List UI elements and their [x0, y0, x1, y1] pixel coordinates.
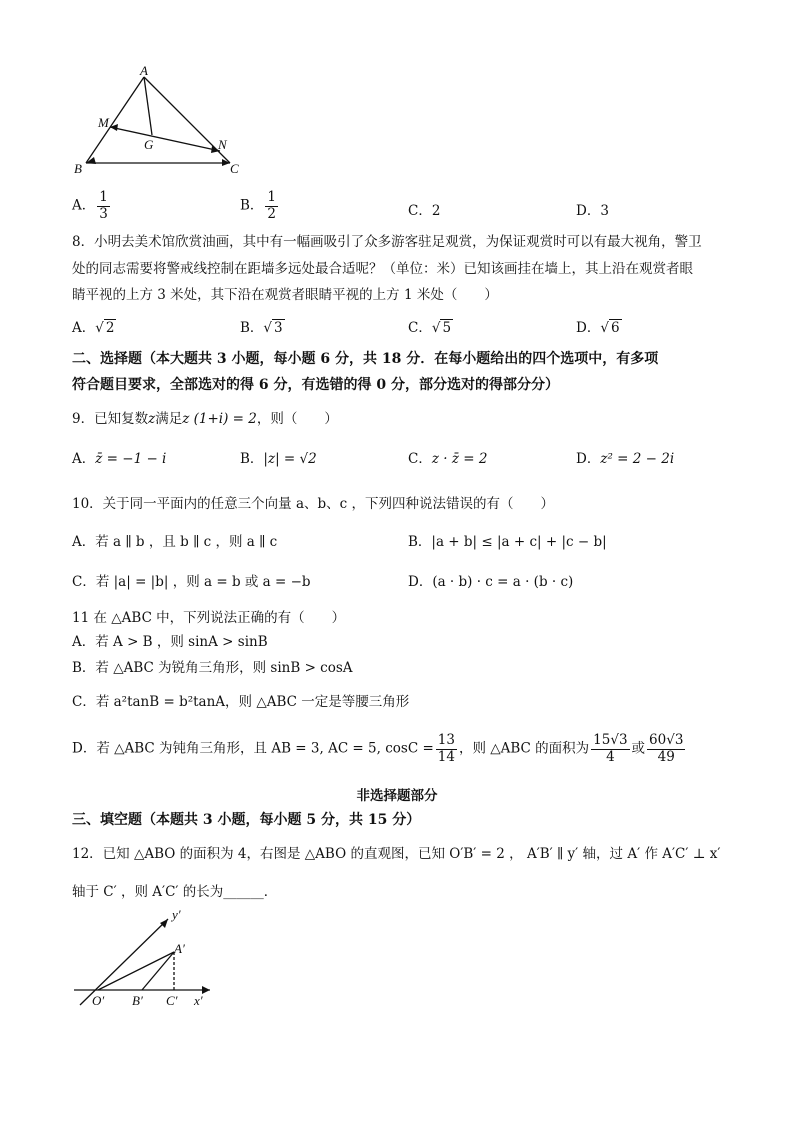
- q8-option-d[interactable]: [576, 316, 622, 336]
- q7-option-d[interactable]: [576, 199, 609, 219]
- radicand: 5: [442, 320, 452, 336]
- sqrt: √ 6: [600, 320, 620, 336]
- fraction: [647, 733, 685, 765]
- option-letter: B．: [240, 451, 264, 467]
- q9-option-c[interactable]: [408, 447, 487, 467]
- q9-option-b[interactable]: [240, 447, 317, 467]
- denominator: 3: [99, 205, 108, 222]
- numerator: 60√3: [649, 732, 684, 748]
- q10-option-d[interactable]: [408, 570, 573, 590]
- q8-option-c[interactable]: [408, 316, 453, 336]
- q8-line2: 处的同志需要将警戒线控制在距墙多远处最合适呢？（单位：米）已知该画挂在墙上，其上沿在观赏者眼: [72, 261, 693, 277]
- q9-stem-a: 9．已知复数: [72, 411, 149, 427]
- q9-equation: z (1+i) = 2: [182, 411, 257, 427]
- q9-stem-c: ，则（ ）: [256, 411, 338, 427]
- option-letter: D．: [408, 574, 433, 590]
- denominator: 14: [437, 748, 455, 765]
- option-letter: D．: [576, 451, 601, 467]
- option-letter: A．: [72, 534, 96, 550]
- q8-line1: 8．小明去美术馆欣赏油画，其中有一幅画吸引了众多游客驻足观赏，为保证观赏时可以有最大视角，警卫: [72, 234, 702, 250]
- option-letter: A．: [72, 197, 96, 214]
- option-letter: D．: [576, 320, 601, 336]
- option-text: 若 |a| = |b| ，则 a = b 或 a = −b: [95, 574, 311, 590]
- option-letter: D．: [576, 203, 601, 219]
- option-text: (a · b) · c = a · (b · c): [432, 574, 574, 590]
- option-text: 3: [600, 203, 609, 219]
- option-letter: A．: [72, 451, 96, 467]
- section2-line2: 符合题目要求，全部选对的得 6 分，有选错的得 0 分，部分选对的得部分分）: [72, 377, 559, 393]
- option-text: z · z̄ = 2: [431, 451, 488, 467]
- fraction: [97, 190, 110, 222]
- fraction: [265, 190, 278, 222]
- q11-d-part1: D．若 △ABC 为钝角三角形，且 AB = 3, AC = 5, cosC =: [72, 740, 434, 757]
- q11-d-part2: ，则 △ABC 的面积为: [458, 740, 590, 757]
- label-O-prime: O′: [92, 993, 105, 1008]
- denominator: 4: [606, 748, 615, 765]
- denominator: 49: [657, 748, 675, 765]
- option-letter: C．: [72, 574, 96, 590]
- numerator: 1: [99, 189, 108, 205]
- q11-option-c[interactable]: C．若 a²tanB = b²tanA，则 △ABC 一定是等腰三角形: [72, 694, 410, 710]
- part-title: 非选择题部分: [356, 788, 438, 804]
- q11-option-b[interactable]: B．若 △ABC 为锐角三角形，则 sinB > cosA: [72, 660, 353, 676]
- label-B-prime: B′: [132, 993, 143, 1008]
- label-M: M: [98, 115, 109, 130]
- option-text: z̄ = −1 − i: [95, 451, 167, 467]
- q11-option-d[interactable]: [72, 733, 687, 765]
- label-C: C: [230, 161, 239, 176]
- option-letter: B．: [408, 534, 432, 550]
- q9-stem: [72, 407, 338, 427]
- section3-heading: 三、填空题（本题共 3 小题，每小题 5 分，共 15 分）: [72, 812, 421, 828]
- label-B: B: [74, 161, 82, 176]
- q8-option-b[interactable]: [240, 316, 285, 336]
- q10-option-a[interactable]: [72, 530, 277, 550]
- radicand: 3: [274, 320, 283, 336]
- q9-option-a[interactable]: [72, 447, 166, 467]
- q10-stem: 10．关于同一平面内的任意三个向量 a、b、c ，下列四种说法错误的有（ ）: [72, 496, 555, 512]
- option-letter: C．: [408, 451, 432, 467]
- label-A: A: [140, 65, 148, 78]
- q11-option-a[interactable]: A．若 A > B ，则 sinA > sinB: [72, 634, 268, 650]
- label-C-prime: C′: [166, 993, 178, 1008]
- q7-option-c[interactable]: [408, 199, 440, 219]
- label-N: N: [218, 137, 227, 152]
- q11-stem: 11 在 △ABC 中，下列说法正确的有（ ）: [72, 610, 346, 626]
- q12-line1: 12．已知 △ABO 的面积为 4，右图是 △ABO 的直观图，已知 O′B′ = 2 ， A′B′ ∥ y′ 轴，过 A′ 作 A′C′ ⊥ x′: [72, 846, 721, 862]
- q11-d-or: 或: [631, 740, 646, 757]
- label-x-prime: x′: [194, 993, 203, 1008]
- denominator: 2: [267, 205, 277, 222]
- label-y-prime: y′: [172, 907, 181, 922]
- q7-option-a[interactable]: [72, 190, 112, 222]
- option-text: 2: [431, 203, 441, 219]
- q9-stem-b: 满足: [155, 411, 183, 427]
- sqrt: √ 5: [431, 320, 452, 336]
- fraction: [591, 733, 629, 765]
- q10-option-b[interactable]: [408, 530, 607, 550]
- q9-var: z: [148, 411, 156, 427]
- label-G: G: [144, 137, 154, 152]
- option-letter: A．: [72, 320, 96, 336]
- option-letter: B．: [240, 197, 264, 214]
- radicand: 6: [610, 320, 620, 336]
- section2-line1: 二、选择题（本大题共 3 小题，每小题 6 分，共 18 分．在每小题给出的四个选项中，有多项: [72, 351, 659, 367]
- radicand: 2: [105, 320, 115, 336]
- option-letter: C．: [408, 203, 432, 219]
- q9-option-d[interactable]: [576, 447, 674, 467]
- q10-option-c[interactable]: [72, 570, 311, 590]
- triangle-figure: [70, 65, 260, 180]
- sqrt: √ 3: [263, 320, 283, 336]
- option-text: 若 a ∥ b ，且 b ∥ c ，则 a ∥ c: [95, 534, 278, 550]
- label-A-prime: A′: [174, 941, 185, 956]
- oblique-view-figure: [70, 905, 220, 1015]
- option-text: |a + b| ≤ |a + c| + |c − b|: [431, 534, 607, 550]
- option-letter: B．: [240, 320, 264, 336]
- q12-line2: 轴于 C′ ，则 A′C′ 的长为______．: [72, 884, 278, 900]
- q8-option-a[interactable]: [72, 316, 116, 336]
- sqrt: √ 2: [95, 320, 115, 336]
- option-letter: C．: [408, 320, 432, 336]
- q7-option-b[interactable]: [240, 190, 280, 222]
- numerator: 1: [267, 189, 277, 205]
- q8-line3: 睛平视的上方 3 米处，其下沿在观赏者眼睛平视的上方 1 米处（ ）: [72, 287, 498, 303]
- fraction: [436, 733, 457, 765]
- numerator: 15√3: [593, 732, 628, 748]
- option-text: |z| = √2: [263, 451, 317, 467]
- option-text: z² = 2 − 2i: [600, 451, 675, 467]
- numerator: 13: [437, 732, 455, 748]
